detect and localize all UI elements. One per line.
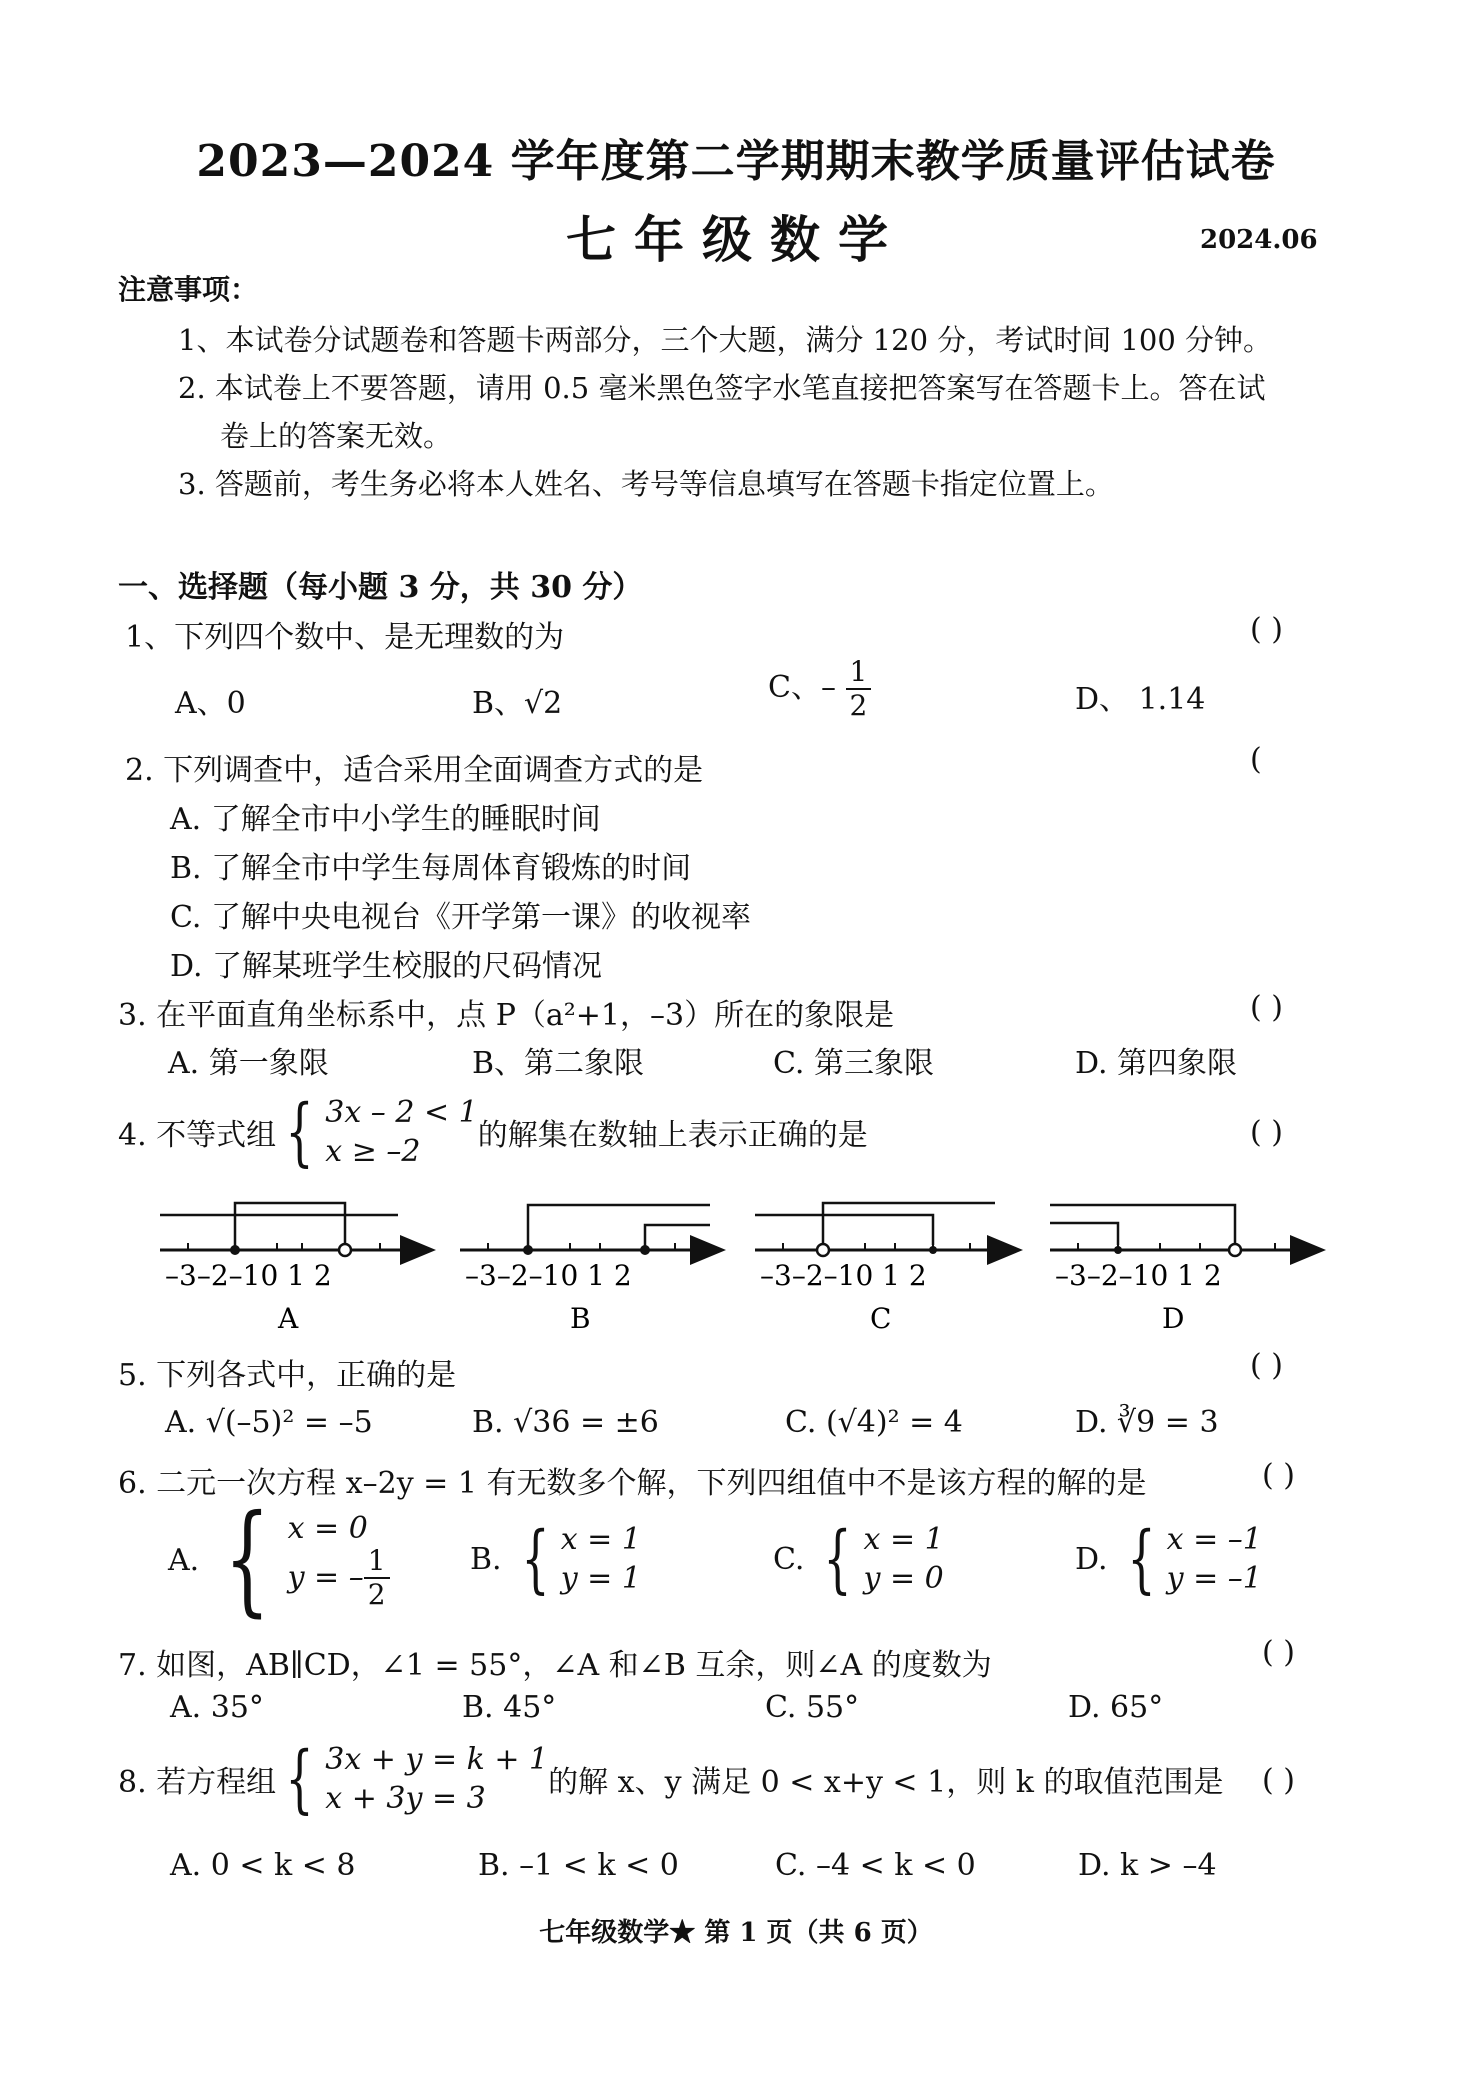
q2-option-b: B. 了解全市中学生每周体育锻炼的时间: [170, 851, 692, 886]
q2-answer-paren: (: [1250, 742, 1262, 777]
q4-stem: 4. 不等式组 { 3x – 2 < 1 x ≥ –2 的解集在数轴上表示正确的是: [118, 1089, 868, 1175]
number-line-label-c: C: [870, 1302, 892, 1335]
svg-text:–3–2–10 1 2: –3–2–10 1 2: [760, 1259, 927, 1292]
q6-option-b: B. { x = 1 y = 1: [470, 1516, 641, 1602]
q4-number-lines: [160, 1195, 1340, 1340]
q8-equation-system: { 3x + y = k + 1 x + 3y = 3: [285, 1736, 549, 1822]
number-line-label-a: A: [278, 1302, 299, 1335]
q7-option-d: D. 65°: [1068, 1690, 1164, 1725]
q5-stem: 5. 下列各式中，正确的是: [118, 1358, 457, 1393]
notice-heading: 注意事项：: [118, 273, 259, 306]
tick-label: –3–2–10 1 2: [165, 1259, 332, 1292]
q7-stem: 7. 如图，AB∥CD，∠1 = 55°，∠A 和∠B 互余，则∠A 的度数为: [118, 1648, 992, 1683]
exam-subtitle: 七年级数学: [566, 210, 906, 269]
number-line-c: [755, 1203, 1017, 1335]
q1-answer-paren: ( ): [1250, 612, 1283, 647]
q8-option-c: C. –4 < k < 0: [775, 1848, 976, 1883]
q6-stem: 6. 二元一次方程 x–2y = 1 有无数多个解，下列四组值中不是该方程的解的是: [118, 1466, 1147, 1501]
number-line-label-b: B: [570, 1302, 591, 1335]
q3-option-b: B、第二象限: [472, 1046, 645, 1081]
q3-option-c: C. 第三象限: [773, 1046, 934, 1081]
q1-option-d: D、 1.14: [1075, 682, 1206, 717]
exam-title: 2023—2024 学年度第二学期期末教学质量评估试卷: [196, 136, 1276, 187]
q3-option-a: A. 第一象限: [168, 1046, 329, 1081]
q6-option-a: A. { x = 0 y = – $\frac{1}{2}$: [168, 1500, 390, 1620]
q2-stem: 2. 下列调查中，适合采用全面调查方式的是: [125, 753, 704, 788]
page-footer: 七年级数学★ 第 1 页（共 6 页）: [539, 1918, 933, 1948]
q4-inequality-system: { 3x – 2 < 1 x ≥ –2: [285, 1089, 478, 1175]
q7-option-b: B. 45°: [462, 1690, 557, 1725]
q6-answer-paren: ( ): [1262, 1458, 1295, 1493]
q5-option-a: A. √(–5)² = –5: [165, 1405, 373, 1440]
q8-stem: 8. 若方程组 { 3x + y = k + 1 x + 3y = 3 的解 x、y 满足 0 < x+y < 1，则 k 的取值范围是: [118, 1736, 1224, 1822]
q4-answer-paren: ( ): [1250, 1115, 1283, 1150]
section-heading: 一、选择题（每小题 3 分，共 30 分）: [118, 570, 643, 605]
svg-text:–3–2–10 1 2: –3–2–10 1 2: [1055, 1259, 1222, 1292]
q3-option-d: D. 第四象限: [1075, 1046, 1238, 1081]
notice-item-3: 3. 答题前，考生务必将本人姓名、考号等信息填写在答题卡指定位置上。: [178, 467, 1114, 501]
q7-option-a: A. 35°: [170, 1690, 264, 1725]
q2-option-a: A. 了解全市中小学生的睡眠时间: [170, 802, 601, 837]
number-line-a: [160, 1203, 430, 1335]
q7-answer-paren: ( ): [1262, 1635, 1295, 1670]
number-line-d: [1050, 1205, 1320, 1335]
q5-option-d: D. ∛9 = 3: [1075, 1405, 1219, 1440]
notice-item-2: 2. 本试卷上不要答题，请用 0.5 毫米黑色签字水笔直接把答案写在答题卡上。答在试: [178, 371, 1266, 405]
q1-option-a: A、0: [175, 686, 246, 721]
q8-option-b: B. –1 < k < 0: [478, 1848, 679, 1883]
q5-answer-paren: ( ): [1250, 1348, 1283, 1383]
number-line-b: [460, 1205, 720, 1335]
q8-option-a: A. 0 < k < 8: [170, 1848, 356, 1883]
q8-answer-paren: ( ): [1262, 1763, 1295, 1798]
q7-option-c: C. 55°: [765, 1690, 860, 1725]
q8-option-d: D. k > –4: [1078, 1848, 1217, 1883]
q1-option-b: B、√2: [472, 686, 563, 721]
notice-item-2-cont: 卷上的答案无效。: [220, 419, 453, 453]
q1-option-c: C、– $\frac{1}{2}$: [768, 658, 871, 720]
q2-option-d: D. 了解某班学生校服的尺码情况: [170, 949, 603, 984]
q6-option-c: C. { x = 1 y = 0: [773, 1516, 944, 1602]
q1-stem: 1、下列四个数中、是无理数的为: [125, 620, 565, 655]
q3-answer-paren: ( ): [1250, 990, 1283, 1025]
q5-option-b: B. √36 = ±6: [472, 1405, 659, 1440]
number-line-label-d: D: [1162, 1302, 1185, 1335]
q5-option-c: C. (√4)² = 4: [785, 1405, 963, 1440]
q3-stem: 3. 在平面直角坐标系中，点 P（a²+1，–3）所在的象限是: [118, 998, 895, 1033]
svg-text:–3–2–10 1 2: –3–2–10 1 2: [465, 1259, 632, 1292]
q6-option-d: D. { x = –1 y = –1: [1075, 1516, 1262, 1602]
notice-item-1: 1、本试卷分试题卷和答题卡两部分，三个大题，满分 120 分，考试时间 100 分钟。: [178, 323, 1273, 357]
exam-date: 2024.06: [1200, 225, 1318, 255]
q2-option-c: C. 了解中央电视台《开学第一课》的收视率: [170, 900, 751, 935]
